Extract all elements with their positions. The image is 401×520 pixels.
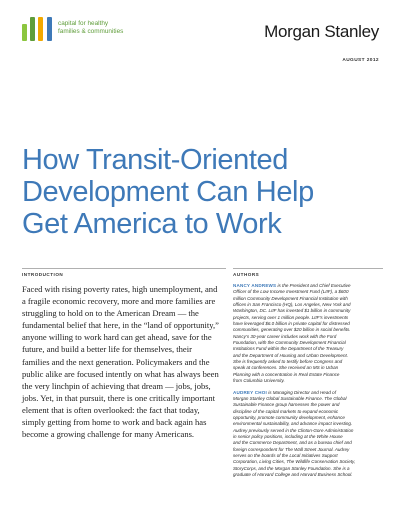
- author-bio-text: is the President and Chief Executive: [276, 283, 351, 288]
- liif-logo-bar: [30, 17, 35, 41]
- intro-line: public alike are focused intently on what has always been: [22, 368, 219, 379]
- author-bio-line: [233, 472, 385, 478]
- intro-text: [22, 283, 228, 440]
- liif-tagline-line: families & communities: [58, 28, 124, 35]
- intro-line: anyone willing to work hard can get ahead, save for the: [22, 332, 212, 343]
- author-bio-line: [233, 378, 385, 384]
- intro-line: a fragile economic recovery, more and more families are: [22, 296, 216, 307]
- author-bio-text: in senior policy positions, including at the White House: [233, 433, 343, 439]
- intro-line: future, and build a better life for themselves, their: [22, 344, 192, 355]
- author-bio-text: Corporation, Living Cities, The Wildlife Conservation Society,: [233, 459, 356, 465]
- author-bio-text: Morgan Stanley Global Sustainable Finance. The Global: [233, 395, 347, 401]
- intro-line: become a growing challenge for many Americans.: [22, 429, 195, 440]
- author-bio-text: offices in San Francisco (HQ), Los Angeles, New York and: [233, 302, 351, 308]
- liif-tagline: [58, 20, 138, 36]
- intro-heading: INTRODUCTION: [22, 272, 64, 277]
- intro-line: fundamental belief that here, in the “land of opportunity,”: [22, 320, 219, 331]
- report-title: [22, 144, 382, 240]
- liif-logo: [20, 14, 124, 44]
- intro-line: jobs. Yet, in that pursuit, there is one critically important: [22, 392, 215, 403]
- publication-date: AUGUST 2012: [342, 58, 379, 63]
- author-name: AUDREY CHOI: [233, 389, 267, 395]
- intro-line: Faced with rising poverty rates, high unemployment, and: [22, 284, 218, 294]
- author-bio-text: opportunity, promote community development, enhance: [233, 414, 345, 420]
- author-bio-text: foreign correspondent for The Wall Street Journal. Audrey: [233, 446, 350, 452]
- author-bio-text: StoryCorps, and the Morgan Stanley Foundation. She is a: [233, 465, 350, 471]
- author-bio-text: discipline of the capital markets to expand economic: [233, 408, 339, 414]
- intro-line: simply getting from home to work and back again has: [22, 417, 207, 428]
- liif-logo-mark: [20, 14, 56, 44]
- author-bio-text: Planning with a concentration in Real Estate Finance: [233, 371, 340, 377]
- title-line: How Transit-Oriented: [22, 144, 288, 176]
- author-bio-text: environmental sustainability, and advance impact investing.: [233, 421, 353, 427]
- author-bio-text: Nancy’s 30-year career includes work with the Ford: [233, 333, 337, 339]
- intro-line: the very linchpin of achieving that dream — jobs, jobs,: [22, 380, 211, 391]
- author-name: NANCY ANDREWS: [233, 283, 277, 288]
- author-bio-text: have leveraged $6.0 billion in private capital for distressed: [233, 321, 350, 327]
- authors-column: [233, 283, 385, 483]
- author-bio-text: speak at conferences. She received an MS in Urban: [233, 365, 339, 371]
- authors-heading: AUTHORS: [233, 272, 260, 277]
- liif-logo-bar: [47, 17, 52, 41]
- intro-divider: [22, 268, 226, 269]
- author-bio: [233, 390, 385, 479]
- intro-paragraph: [22, 283, 228, 440]
- author-bio-text: Washington, DC. LIIF has invested $1 billion in community: [233, 308, 351, 314]
- author-bio-text: is Managing Director and Head of: [266, 389, 336, 395]
- author-bio-text: and the Department of Housing and Urban Development.: [233, 352, 349, 358]
- author-bio-text: serves on the boards of the Local Initiatives Support: [233, 452, 338, 458]
- title-line: Get America to Work: [22, 208, 282, 240]
- intro-line: struggling to hold on to the American Dream — the: [22, 308, 199, 319]
- intro-line: families and the next generation. Policymakers and the: [22, 356, 210, 367]
- author-bio-text: She is frequently asked to testify before Congress and: [233, 359, 343, 365]
- authors-divider: [233, 268, 383, 269]
- author-bio-text: Officer of the Low Income Investment Fund (LIIF), a $600: [233, 289, 349, 295]
- liif-logo-bar: [38, 17, 43, 41]
- author-bio-text: and the Commerce Department, and as a bureau chief and: [233, 440, 352, 446]
- author-bio-text: Foundation, with the Community Development Financial: [233, 340, 346, 346]
- author-bio-text: communities, generating over $20 billion in social benefits.: [233, 327, 351, 333]
- author-bio-text: graduate of Harvard College and Harvard Business School.: [233, 471, 353, 477]
- author-bio-text: million Community Development Financial Institution with: [233, 295, 348, 301]
- author-bio-text: from Columbia University.: [233, 378, 285, 384]
- intro-line: element that is often overlooked: the fact that today,: [22, 404, 200, 415]
- liif-logo-bar: [22, 24, 27, 41]
- liif-tagline-line: capital for healthy: [58, 20, 109, 27]
- author-bio-text: Sustainable Finance group harnesses the power and: [233, 402, 340, 408]
- author-bio: [233, 283, 385, 385]
- title-line: Development Can Help: [22, 176, 314, 208]
- author-bio-text: Institutions Fund within the Department of the Treasury: [233, 346, 344, 352]
- author-bio-text: Audrey previously served in the Clinton-Gore Administration: [233, 427, 354, 433]
- morgan-stanley-logo: Morgan Stanley: [264, 22, 379, 41]
- author-bio-text: projects, serving over 1 million people. LIIF’s investments: [233, 314, 349, 320]
